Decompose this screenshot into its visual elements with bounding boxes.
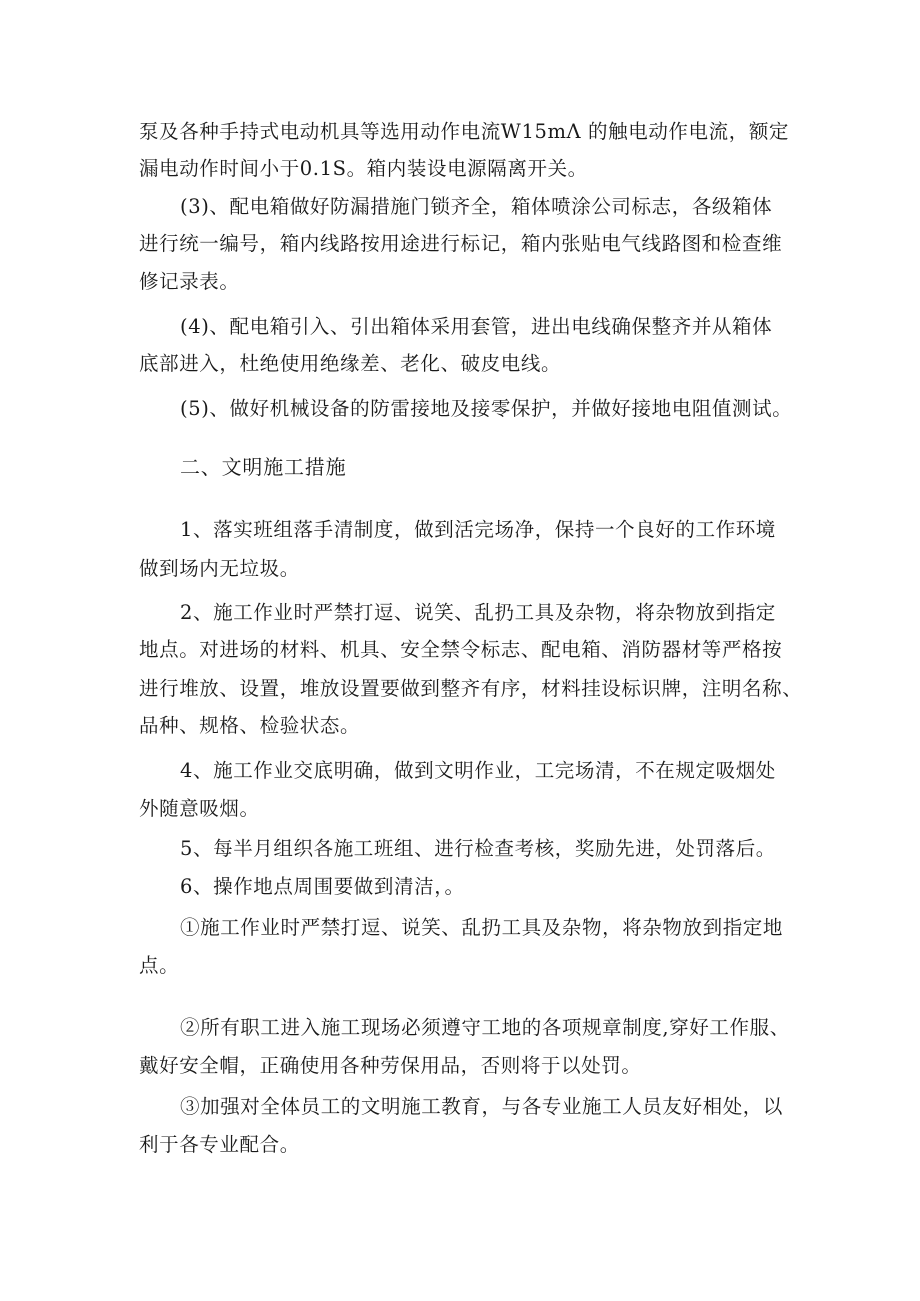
paragraph-line: ①施工作业时严禁打逗、说笑、乱扔工具及杂物，将杂物放到指定地 [180,916,784,939]
paragraph-line: 进行统一编号，箱内线路按用途进行标记，箱内张贴电气线路图和检查维 [139,232,783,255]
paragraph-line: 5、每半月组织各施工班组、进行检查考核，奖励先进，处罚落后。 [180,837,776,860]
paragraph-line: 6、操作地点周围要做到清洁，。 [180,875,465,898]
paragraph-line: 外随意吸烟。 [139,797,260,820]
paragraph-line: 地点。对进场的材料、机具、安全禁令标志、配电箱、消防器材等严格按 [139,638,783,661]
paragraph-line: 利于各专业配合。 [139,1133,300,1156]
paragraph-line: (5)、做好机械设备的防雷接地及接零保护，并做好接地电阻值测试。 [180,397,793,420]
paragraph-line: ③加强对全体员工的文明施工教育，与各专业施工人员友好相处，以 [180,1095,784,1118]
paragraph-line: 点。 [139,954,180,977]
paragraph-line: 2、施工作业时严禁打逗、说笑、乱扔工具及杂物，将杂物放到指定 [180,601,776,624]
paragraph-line: 漏电动作时间小于0.1S。箱内装设电源隔离开关。 [139,157,588,180]
paragraph-line: (4)、配电箱引入、引出箱体采用套管，进出电线确保整齐并从箱体 [180,315,773,338]
section-heading: 二、文明施工措施 [180,455,347,479]
paragraph-line: 进行堆放、设置，堆放设置要做到整齐有序，材料挂设标识牌，注明名称、 [139,677,803,700]
paragraph-line: 泵及各种手持式电动机具等选用动作电流W15mΛ 的触电动作电流，额定 [139,120,790,143]
paragraph-line: 修记录表。 [139,270,240,293]
paragraph-line: ②所有职工进入施工现场必须遵守工地的各项规章制度,穿好工作服、 [180,1016,790,1039]
paragraph-line: 做到场内无垃圾。 [139,557,300,580]
paragraph-line: (3)、配电箱做好防漏措施门锁齐全，箱体喷涂公司标志，各级箱体 [180,195,773,218]
paragraph-line: 1、落实班组落手清制度，做到活完场净，保持一个良好的工作环境 [180,518,776,541]
paragraph-line: 4、施工作业交底明确，做到文明作业，工完场清，不在规定吸烟处 [180,759,776,782]
paragraph-line: 戴好安全帽，正确使用各种劳保用品，否则将于以处罚。 [139,1054,642,1077]
paragraph-line: 底部进入，杜绝使用绝缘差、老化、破皮电线。 [139,352,562,375]
paragraph-line: 品种、规格、检验状态。 [139,714,361,737]
